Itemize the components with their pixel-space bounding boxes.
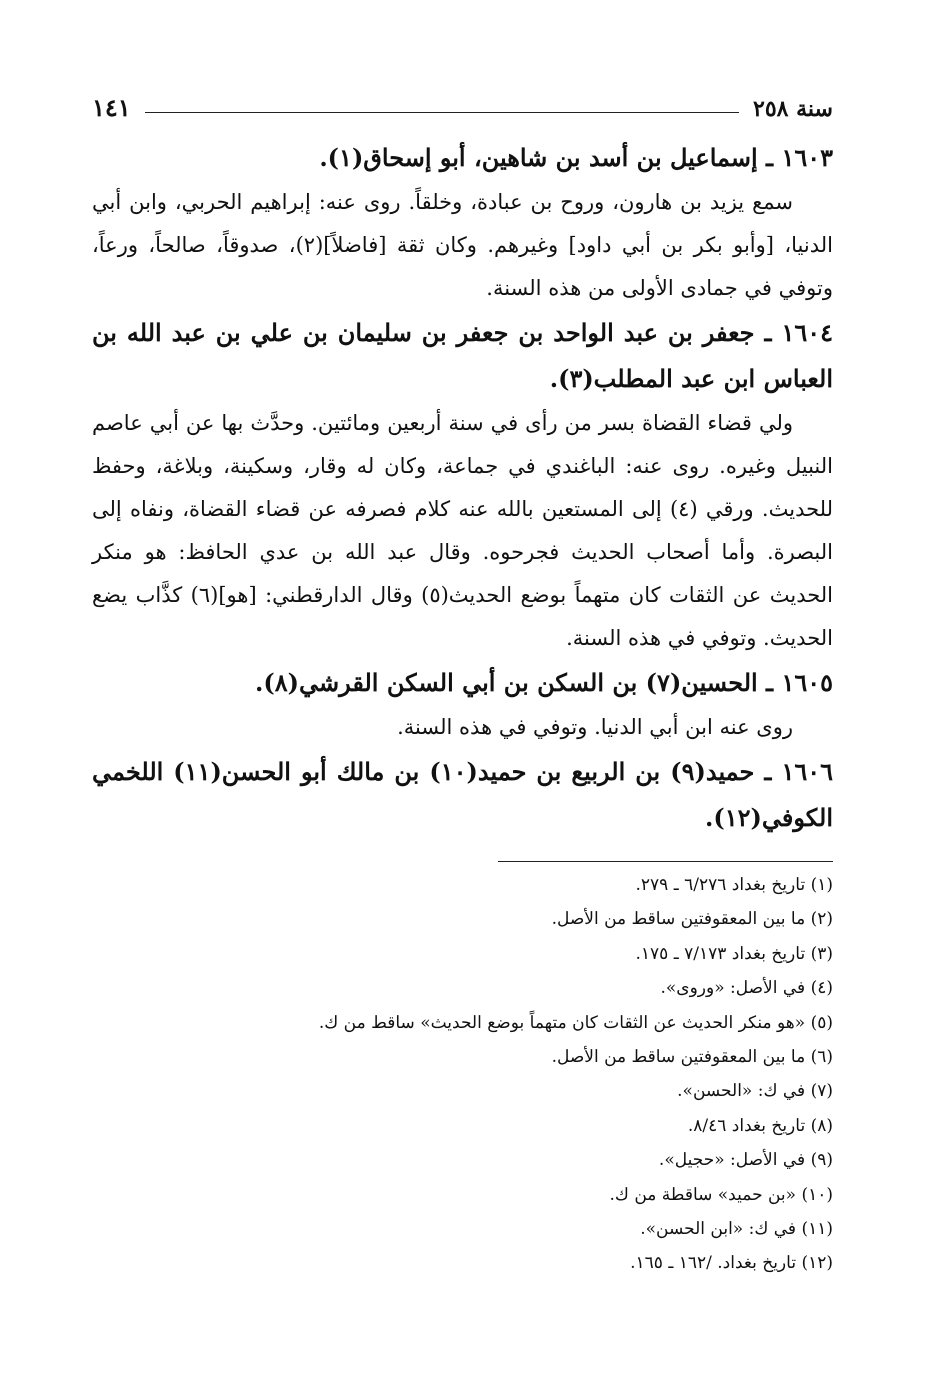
footnote: (٧) في ك: «الحسن». [677,1081,833,1102]
page-header [92,82,833,122]
entry-body: روى عنه ابن أبي الدنيا. وتوفي في هذه السنة. [397,715,793,739]
entry-title: ١٦٠٤ ـ جعفر بن عبد الواحد بن جعفر بن سليمان بن علي بن عبد الله بن العباس ابن عبد المطلب(٣). [92,318,834,393]
footnote: (١١) في ك: «ابن الحسن». [640,1219,833,1240]
entry-title: ١٦٠٦ ـ حميد(٩) بن الربيع بن حميد(١٠) بن مالك أبو الحسن(١١) اللخمي الكوفي(١٢). [92,757,833,832]
entry-title: ١٦٠٣ ـ إسماعيل بن أسد بن شاهين، أبو إسحاق(١). [319,143,833,172]
footnote: (٨) تاريخ بغداد ٨/٤٦. [687,1115,833,1136]
page-number: ١٤١ [92,93,131,122]
footnote: (٣) تاريخ بغداد ٧/١٧٣ ـ ١٧٥. [635,943,833,964]
footnote: (١٠) «بن حميد» ساقطة من ك. [609,1184,833,1205]
main-text [92,135,833,841]
entry-body: ولي قضاء القضاة بسر من رأى في سنة أربعين ومائتين. وحدَّث بها عن أبي عاصم النبيل وغيره. روى عنه: الباغندي في جماعة، وكان له وقار، وسكينة، وبلاغة، وحفظ للحديث. ورقي (٤) إلى المستعين بالله عنه كلام فصرفه عن قضاء القضاة، ونفاه إلى البصرة. وأما أصحاب الحديث فجرحوه. وقال عبد الله بن عدي الحافظ: هو منكر الحديث عن الثقات كان متهماً بوضع الحديث(٥) وقال الدارقطني: [هو](٦) كذَّاب يضع الحديث. وتوفي في هذه السنة. [92,411,834,650]
footnote-divider [498,861,833,862]
entry-title: ١٦٠٥ ـ الحسين(٧) بن السكن بن أبي السكن القرشي(٨). [255,668,833,697]
footnote: (٤) في الأصل: «وروى». [660,978,833,999]
header-rule [145,112,739,113]
footnotes [273,868,833,1281]
footnote: (٩) في الأصل: «حجيل». [658,1150,833,1171]
running-head: سنة ٢٥٨ [753,96,833,122]
footnote: (١٢) تاريخ بغداد. /١٦٢ ـ ١٦٥. [630,1253,833,1274]
footnote: (٢) ما بين المعقوفتين ساقط من الأصل. [551,909,833,930]
footnote: (٦) ما بين المعقوفتين ساقط من الأصل. [551,1047,833,1068]
entry-body: سمع يزيد بن هارون، وروح بن عبادة، وخلقاً. روى عنه: إبراهيم الحربي، وابن أبي الدنيا، [وأبو بكر بن أبي داود] وغيرهم. وكان ثقة [فاضلاً](٢)، صدوقاً، صالحاً، ورعاً، وتوفي في جمادى الأولى من هذه السنة. [92,190,833,300]
footnote: (١) تاريخ بغداد ٦/٢٧٦ ـ ٢٧٩. [635,875,833,895]
footnote: (٥) «هو منكر الحديث عن الثقات كان متهماً بوضع الحديث» ساقط من ك. [318,1012,833,1033]
